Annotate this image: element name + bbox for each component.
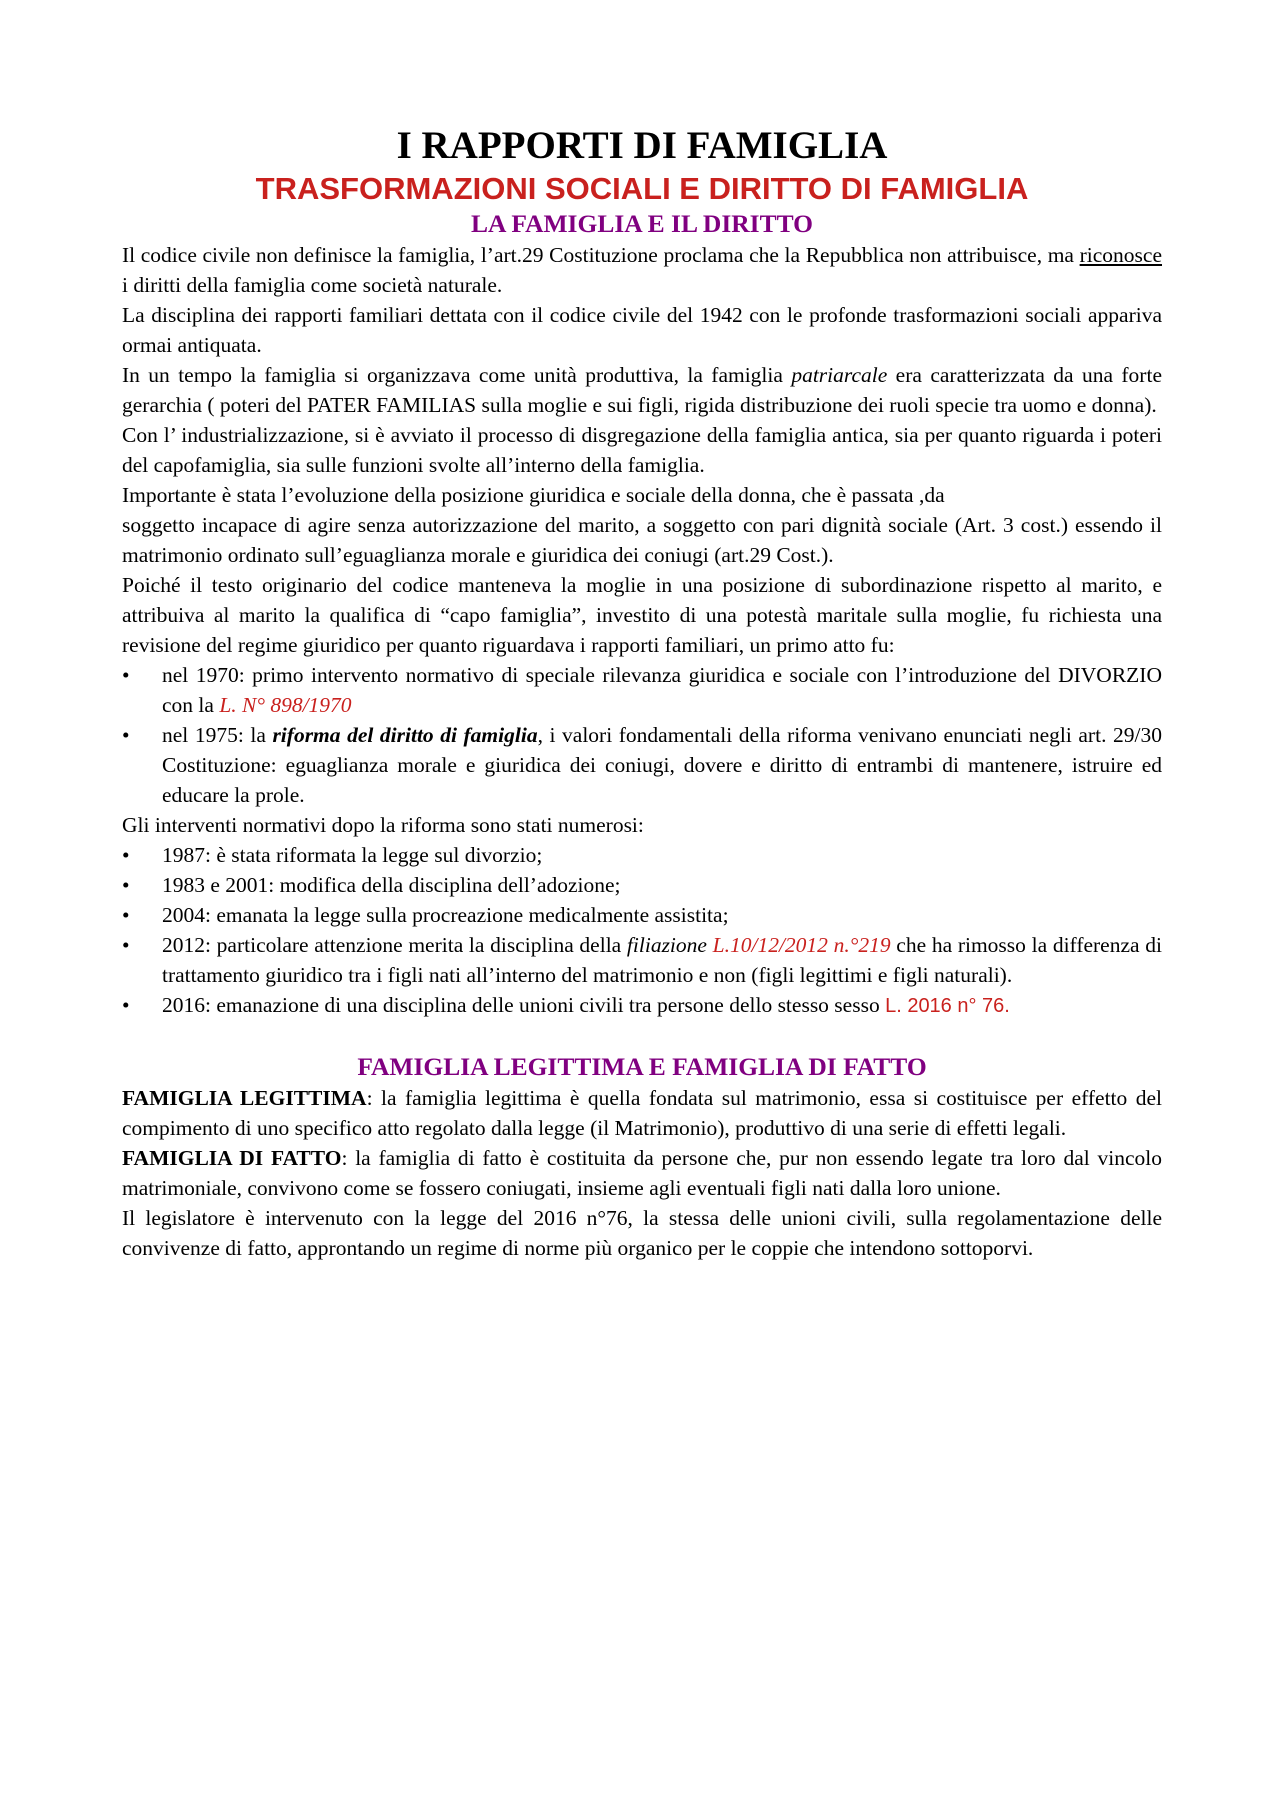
underlined-term: riconosce: [1079, 243, 1162, 267]
page-title: I RAPPORTI DI FAMIGLIA: [396, 124, 888, 167]
bullet-icon: •: [122, 843, 130, 867]
bullet-icon: •: [122, 663, 130, 687]
bullet-icon: •: [122, 993, 130, 1017]
law-reference: L. 2016 n° 76.: [885, 995, 1010, 1017]
italic-term: filiazione: [626, 933, 707, 957]
paragraph-famiglia-di-fatto: FAMIGLIA DI FATTO: la famiglia di fatto è costituita da persone che, pur non essendo legate tra loro dal vincolo matrimoniale, convivono come se fossero coniugati, insieme agli eventuali figli nati dalla loro unione.: [122, 1146, 1162, 1200]
bullet-icon: •: [122, 723, 130, 747]
list-item: • 1983 e 2001: modifica della disciplina dell’adozione;: [122, 870, 1162, 900]
list-item: • 2004: emanata la legge sulla procreazione medicalmente assistita;: [122, 900, 1162, 930]
list-item: • 1987: è stata riformata la legge sul divorzio;: [122, 840, 1162, 870]
paragraph-testo-originario: Poiché il testo originario del codice manteneva la moglie in una posizione di subordinazione rispetto al marito, e attribuiva al marito la qualifica di “capo famiglia”, investito di una potestà maritale sulla moglie, fu richiesta una revisione del regime giuridico per quanto riguardava i rapporti familiari, un primo atto fu:: [122, 573, 1162, 657]
paragraph-donna: soggetto incapace di agire senza autorizzazione del marito, a soggetto con pari dignità sociale (Art. 3 cost.) essendo il matrimonio ordinato sull’eguaglianza morale e giuridica dei coniugi (art.29 Cost.).: [122, 513, 1162, 567]
paragraph-disciplina: La disciplina dei rapporti familiari dettata con il codice civile del 1942 con le profonde trasformazioni sociali appariva ormai antiquata.: [122, 303, 1162, 357]
bullet-icon: •: [122, 873, 130, 897]
bullet-icon: •: [122, 933, 130, 957]
list-item: • nel 1975: la riforma del diritto di famiglia, i valori fondamentali della riforma venivano enunciati negli art. 29/30 Costituzione: eguaglianza morale e giuridica dei coniugi, dovere e diritto di entrambi di mantenere, istruire ed educare la prole.: [122, 720, 1162, 810]
reform-list: [122, 660, 1162, 810]
section-heading-famiglia-diritto: LA FAMIGLIA E IL DIRITTO: [471, 209, 813, 238]
paragraph-interventi: Gli interventi normativi dopo la riforma sono stati numerosi:: [122, 813, 644, 837]
interventions-list: [122, 840, 1162, 1021]
paragraph-legislatore: Il legislatore è intervenuto con la legge del 2016 n°76, la stessa delle unioni civili, sulla regolamentazione delle convivenze di fatto, approntando un regime di norme più organico per le coppie che intendono sottoporvi.: [122, 1206, 1162, 1260]
law-reference: L.10/12/2012 n.°219: [712, 933, 891, 957]
paragraph-industrializzazione: Con l’ industrializzazione, si è avviato il processo di disgregazione della famiglia antica, sia per quanto riguarda i poteri del capofamiglia, sia sulle funzioni svolte all’interno della famiglia.: [122, 423, 1162, 477]
list-item: • 2012: particolare attenzione merita la disciplina della filiazione L.10/12/2012 n.°219 che ha rimosso la differenza di trattamento giuridico tra i figli nati all’interno del matrimonio e non (figli legittimi e figli naturali).: [122, 930, 1162, 990]
paragraph-codice-civile: Il codice civile non definisce la famiglia, l’art.29 Costituzione proclama che la Repubblica non attribuisce, ma riconosce i diritti della famiglia come società naturale.: [122, 243, 1162, 297]
section-heading-famiglia-legittima-fatto: FAMIGLIA LEGITTIMA E FAMIGLIA DI FATTO: [357, 1052, 927, 1081]
paragraph-donna-line1: Importante è stata l’evoluzione della posizione giuridica e sociale della donna, che è passata ,da: [122, 483, 945, 507]
bullet-icon: •: [122, 903, 130, 927]
paragraph-famiglia-patriarcale: In un tempo la famiglia si organizzava come unità produttiva, la famiglia patriarcale era caratterizzata da una forte gerarchia ( poteri del PATER FAMILIAS sulla moglie e sui figli, rigida distribuzione dei ruoli specie tra uomo e donna).: [122, 363, 1162, 417]
page-subtitle: TRASFORMAZIONI SOCIALI E DIRITTO DI FAMIGLIA: [255, 171, 1029, 206]
document-page: [122, 122, 1162, 1263]
law-reference: L. N° 898/1970: [219, 693, 352, 717]
italic-term: patriarcale: [791, 363, 888, 387]
list-item: • 2016: emanazione di una disciplina delle unioni civili tra persone dello stesso sesso L. 2016 n° 76.: [122, 990, 1162, 1021]
bold-italic-term: riforma del diritto di famiglia: [272, 723, 538, 747]
paragraph-famiglia-legittima: FAMIGLIA LEGITTIMA: la famiglia legittima è quella fondata sul matrimonio, essa si costituisce per effetto del compimento di uno specifico atto regolato dalla legge (il Matrimonio), produttivo di una serie di effetti legali.: [122, 1086, 1162, 1140]
list-item: • nel 1970: primo intervento normativo di speciale rilevanza giuridica e sociale con l’introduzione del DIVORZIO con la L. N° 898/1970: [122, 660, 1162, 720]
